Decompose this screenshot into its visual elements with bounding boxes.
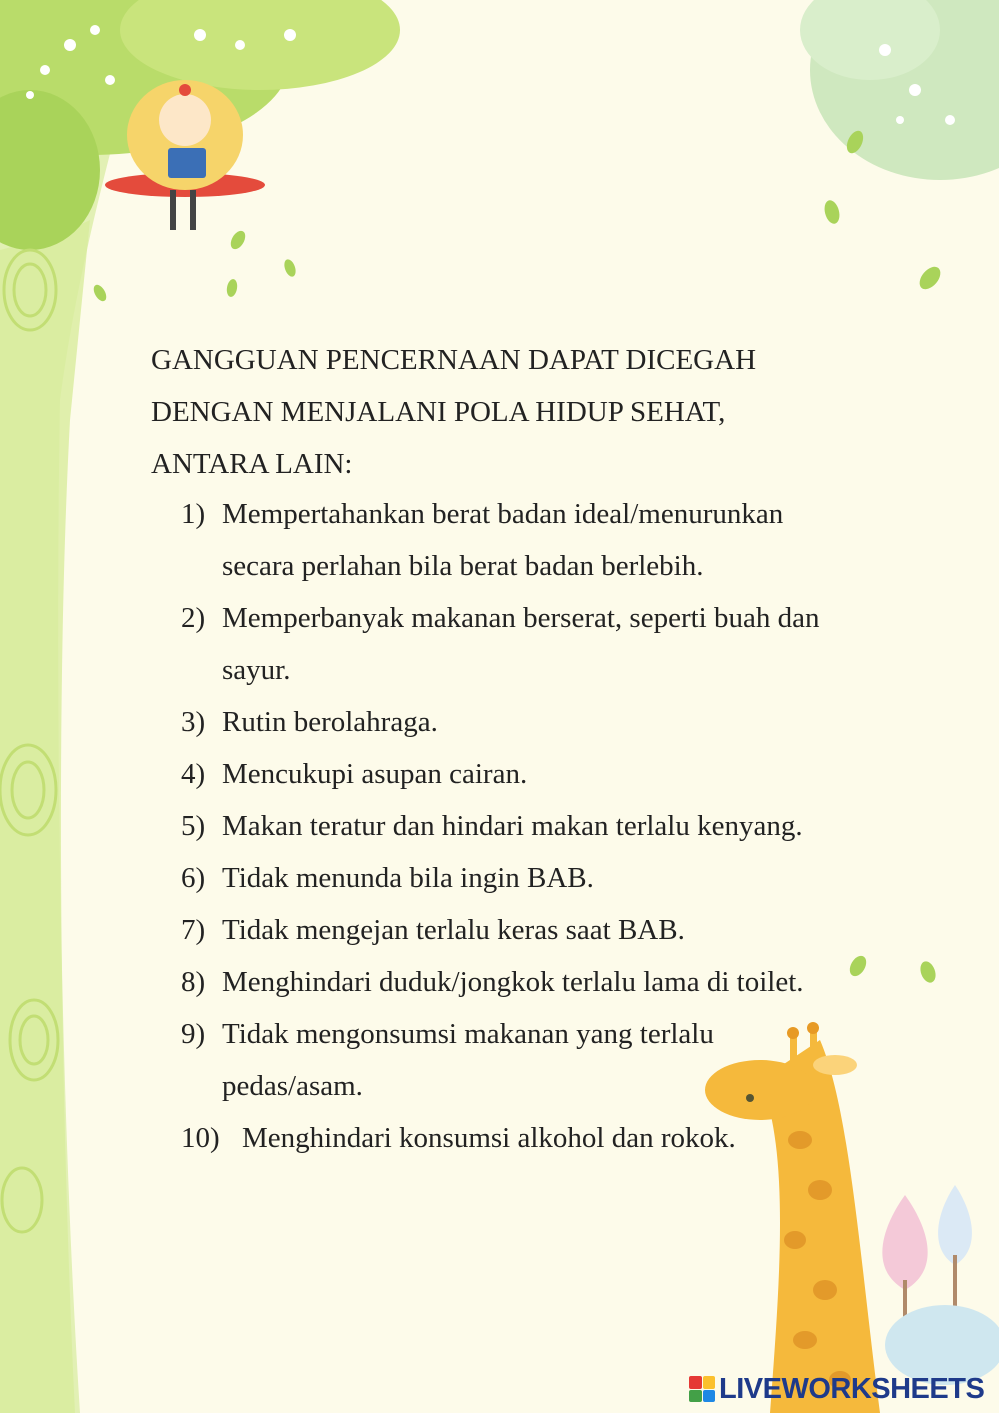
list-item	[181, 1112, 861, 1164]
prevention-list	[181, 488, 861, 1164]
liveworksheets-brand[interactable]	[689, 1371, 984, 1407]
heading-line-1: GANGGUAN PENCERNAAN DAPAT DICEGAH	[151, 344, 757, 376]
item-text: sayur.	[222, 654, 291, 686]
list-item	[181, 852, 861, 904]
list-item	[181, 956, 861, 1008]
item-text: Makan teratur dan hindari makan terlalu kenyang.	[222, 810, 803, 842]
item-text: Tidak mengejan terlalu keras saat BAB.	[222, 914, 685, 946]
item-text: Tidak mengonsumsi makanan yang terlalu	[222, 1018, 714, 1050]
item-number: 6)	[181, 862, 206, 894]
liveworksheets-logo-icon	[689, 1376, 715, 1402]
item-text: secara perlahan bila berat badan berlebih.	[222, 550, 704, 582]
item-number: 10)	[181, 1122, 220, 1154]
brand-label: LIVEWORKSHEETS	[719, 1372, 985, 1405]
item-number: 8)	[181, 966, 206, 998]
list-item	[181, 592, 861, 696]
list-item	[181, 696, 861, 748]
item-text: Menghindari duduk/jongkok terlalu lama di toilet.	[222, 966, 804, 998]
list-item	[181, 1008, 861, 1112]
list-item	[181, 800, 861, 852]
list-item	[181, 748, 861, 800]
item-text: Memperbanyak makanan berserat, seperti buah dan	[222, 602, 820, 634]
item-text: Tidak menunda bila ingin BAB.	[222, 862, 594, 894]
item-text: Mencukupi asupan cairan.	[222, 758, 528, 790]
item-number: 3)	[181, 706, 206, 738]
item-number: 2)	[181, 602, 206, 634]
item-number: 4)	[181, 758, 206, 790]
item-number: 7)	[181, 914, 206, 946]
page-heading	[151, 334, 871, 490]
heading-line-2: DENGAN MENJALANI POLA HIDUP SEHAT,	[151, 396, 726, 428]
item-text: Mempertahankan berat badan ideal/menurunkan	[222, 498, 784, 530]
item-number: 9)	[181, 1018, 206, 1050]
list-item	[181, 488, 861, 592]
heading-line-3: ANTARA LAIN:	[151, 448, 353, 480]
item-text: Menghindari konsumsi alkohol dan rokok.	[242, 1122, 736, 1154]
item-number: 5)	[181, 810, 206, 842]
item-number: 1)	[181, 498, 206, 530]
item-text: Rutin berolahraga.	[222, 706, 438, 738]
list-item	[181, 904, 861, 956]
item-text: pedas/asam.	[222, 1070, 363, 1102]
